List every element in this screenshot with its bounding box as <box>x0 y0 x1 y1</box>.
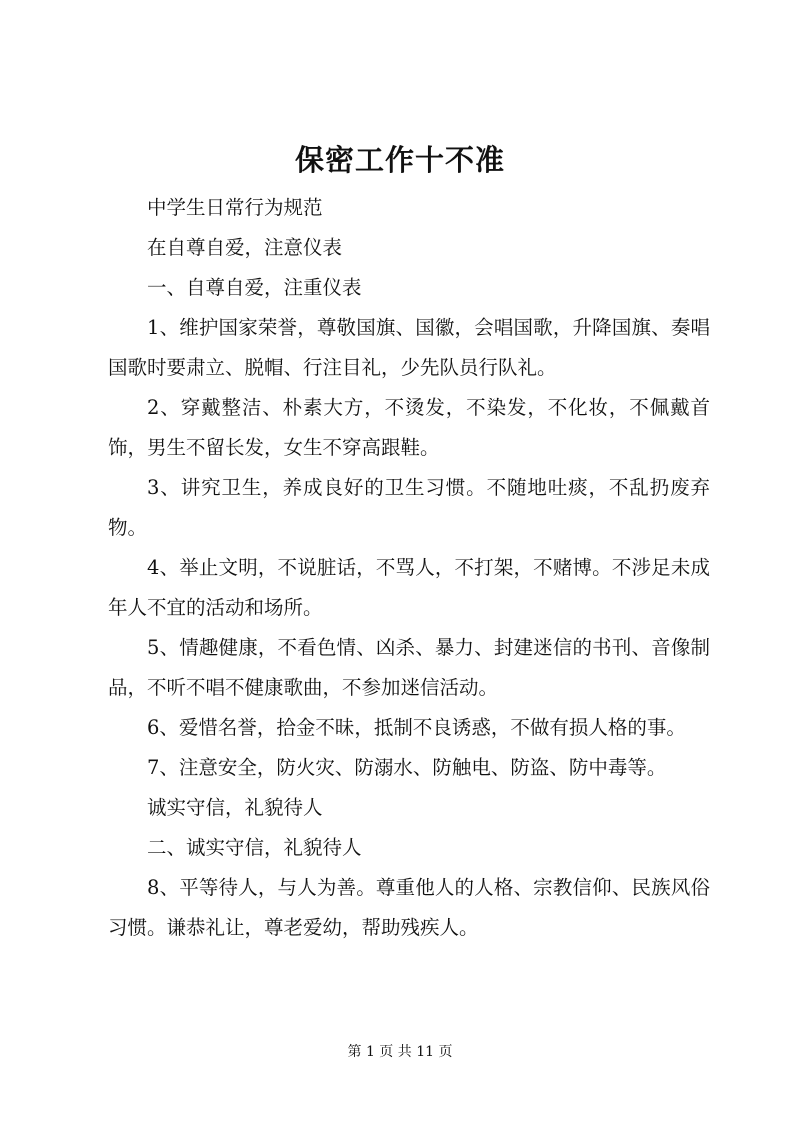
section-heading-1: 一、自尊自爱，注重仪表 <box>147 276 362 299</box>
section-heading-2: 二、诚实守信，礼貌待人 <box>147 836 362 859</box>
rule-item-2: 2、穿戴整洁、朴素大方，不烫发，不染发，不化妆，不佩戴首饰，男生不留长发，女生不穿高跟鞋。 <box>108 396 710 459</box>
rule-item-3: 3、讲究卫生，养成良好的卫生习惯。不随地吐痰，不乱扔废弃物。 <box>108 476 710 539</box>
paragraph-heading: 诚实守信，礼貌待人 <box>147 796 323 819</box>
rule-item-5: 5、情趣健康，不看色情、凶杀、暴力、封建迷信的书刊、音像制品，不听不唱不健康歌曲，不参加迷信活动。 <box>108 636 710 699</box>
rule-item-8: 8、平等待人，与人为善。尊重他人的人格、宗教信仰、民族风俗习惯。谦恭礼让，尊老爱幼，帮助残疾人。 <box>108 876 710 939</box>
paragraph-subtitle: 中学生日常行为规范 <box>147 196 323 219</box>
document-body <box>108 188 710 948</box>
rule-item-7: 7、注意安全，防火灾、防溺水、防触电、防盗、防中毒等。 <box>147 756 667 779</box>
document-title: 保密工作十不准 <box>294 143 505 177</box>
page-footer: 第 1 页 共 11 页 <box>347 1044 453 1060</box>
paragraph-heading: 在自尊自爱，注意仪表 <box>147 236 343 259</box>
rule-item-6: 6、爱惜名誉，拾金不昧，抵制不良诱惑，不做有损人格的事。 <box>147 716 686 739</box>
rule-item-1: 1、维护国家荣誉，尊敬国旗、国徽，会唱国歌，升降国旗、奏唱国歌时要肃立、脱帽、行注目礼，少先队员行队礼。 <box>108 316 710 379</box>
rule-item-4: 4、举止文明，不说脏话，不骂人，不打架，不赌博。不涉足未成年人不宜的活动和场所。 <box>108 556 710 619</box>
